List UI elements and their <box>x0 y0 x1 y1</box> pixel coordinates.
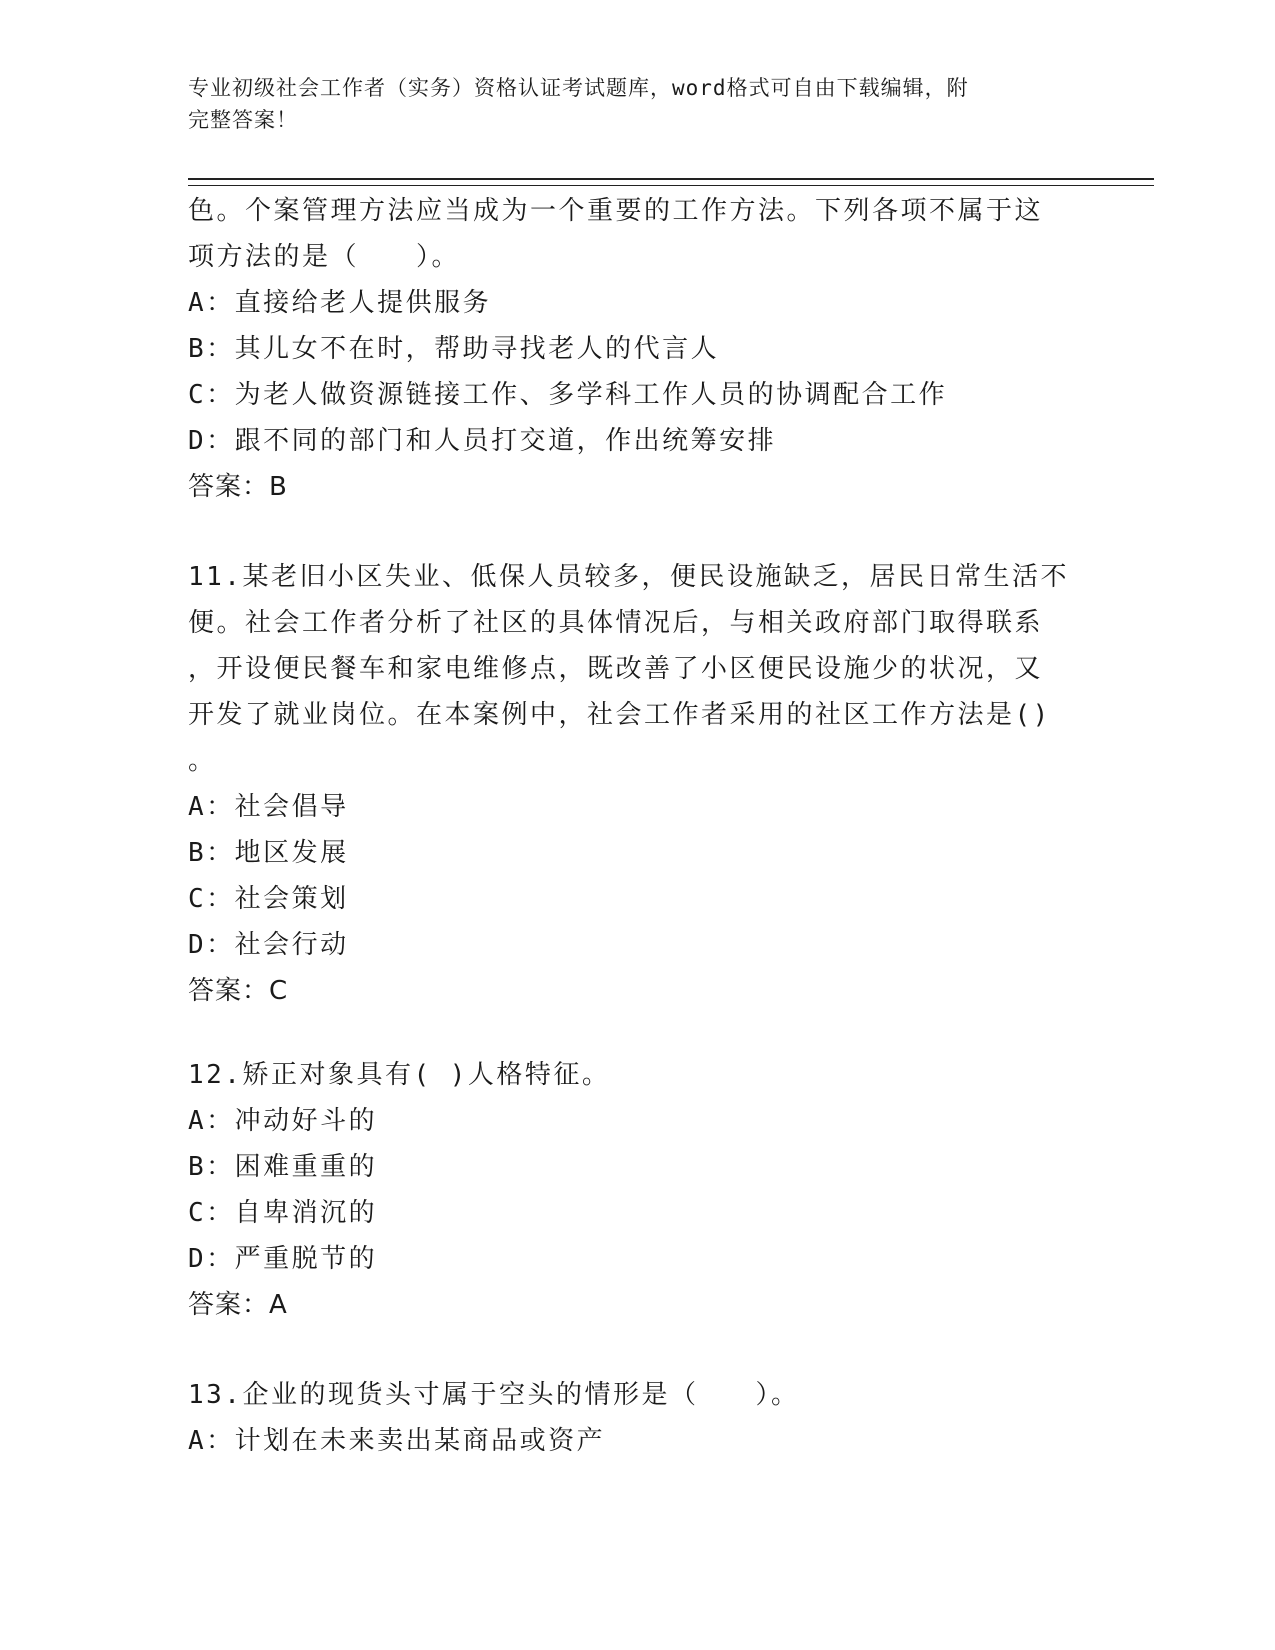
question-10 <box>188 188 1088 510</box>
question-stem-line: 13.企业的现货头寸属于空头的情形是（ ）。 <box>188 1380 800 1410</box>
option-c: C：为老人做资源链接工作、多学科工作人员的协调配合工作 <box>188 380 948 410</box>
question-stem-line: 项方法的是（ ）。 <box>188 242 461 272</box>
answer-label: 答案：C <box>188 976 289 1006</box>
option-d: D：跟不同的部门和人员打交道，作出统筹安排 <box>188 426 777 456</box>
option-b: B：地区发展 <box>188 838 349 868</box>
document-body <box>188 188 1088 1464</box>
answer-label: 答案：B <box>188 472 288 502</box>
option-c: C：社会策划 <box>188 884 349 914</box>
option-b: B：困难重重的 <box>188 1152 378 1182</box>
question-11 <box>188 554 1088 1014</box>
header-line-1: 专业初级社会工作者（实务）资格认证考试题库，word格式可自由下载编辑，附 <box>188 76 969 100</box>
page-header <box>188 72 1068 136</box>
spacer <box>188 1014 1088 1052</box>
answer-label: 答案：A <box>188 1290 288 1320</box>
option-c: C：自卑消沉的 <box>188 1198 378 1228</box>
question-12 <box>188 1052 1088 1328</box>
question-stem-line: 开发了就业岗位。在本案例中，社会工作者采用的社区工作方法是() <box>188 700 1051 730</box>
question-stem-line: 便。社会工作者分析了社区的具体情况后，与相关政府部门取得联系 <box>188 608 1044 638</box>
option-a: A：计划在未来卖出某商品或资产 <box>188 1426 606 1456</box>
question-stem-line: ，开设便民餐车和家电维修点，既改善了小区便民设施少的状况，又 <box>188 654 1044 684</box>
header-divider <box>188 178 1154 186</box>
spacer <box>188 510 1088 554</box>
option-d: D：社会行动 <box>188 930 349 960</box>
header-line-2: 完整答案！ <box>188 108 298 132</box>
question-stem-line: 12.矫正对象具有( )人格特征。 <box>188 1060 611 1090</box>
option-a: A：直接给老人提供服务 <box>188 288 492 318</box>
question-stem-line: 11.某老旧小区失业、低保人员较多，便民设施缺乏，居民日常生活不 <box>188 562 1069 592</box>
option-a: A：冲动好斗的 <box>188 1106 378 1136</box>
question-stem-line: 色。个案管理方法应当成为一个重要的工作方法。下列各项不属于这 <box>188 196 1044 226</box>
option-a: A：社会倡导 <box>188 792 349 822</box>
option-d: D：严重脱节的 <box>188 1244 378 1274</box>
option-b: B：其儿女不在时，帮助寻找老人的代言人 <box>188 334 720 364</box>
question-stem-line: 。 <box>188 746 217 776</box>
question-13 <box>188 1372 1088 1464</box>
spacer <box>188 1328 1088 1372</box>
